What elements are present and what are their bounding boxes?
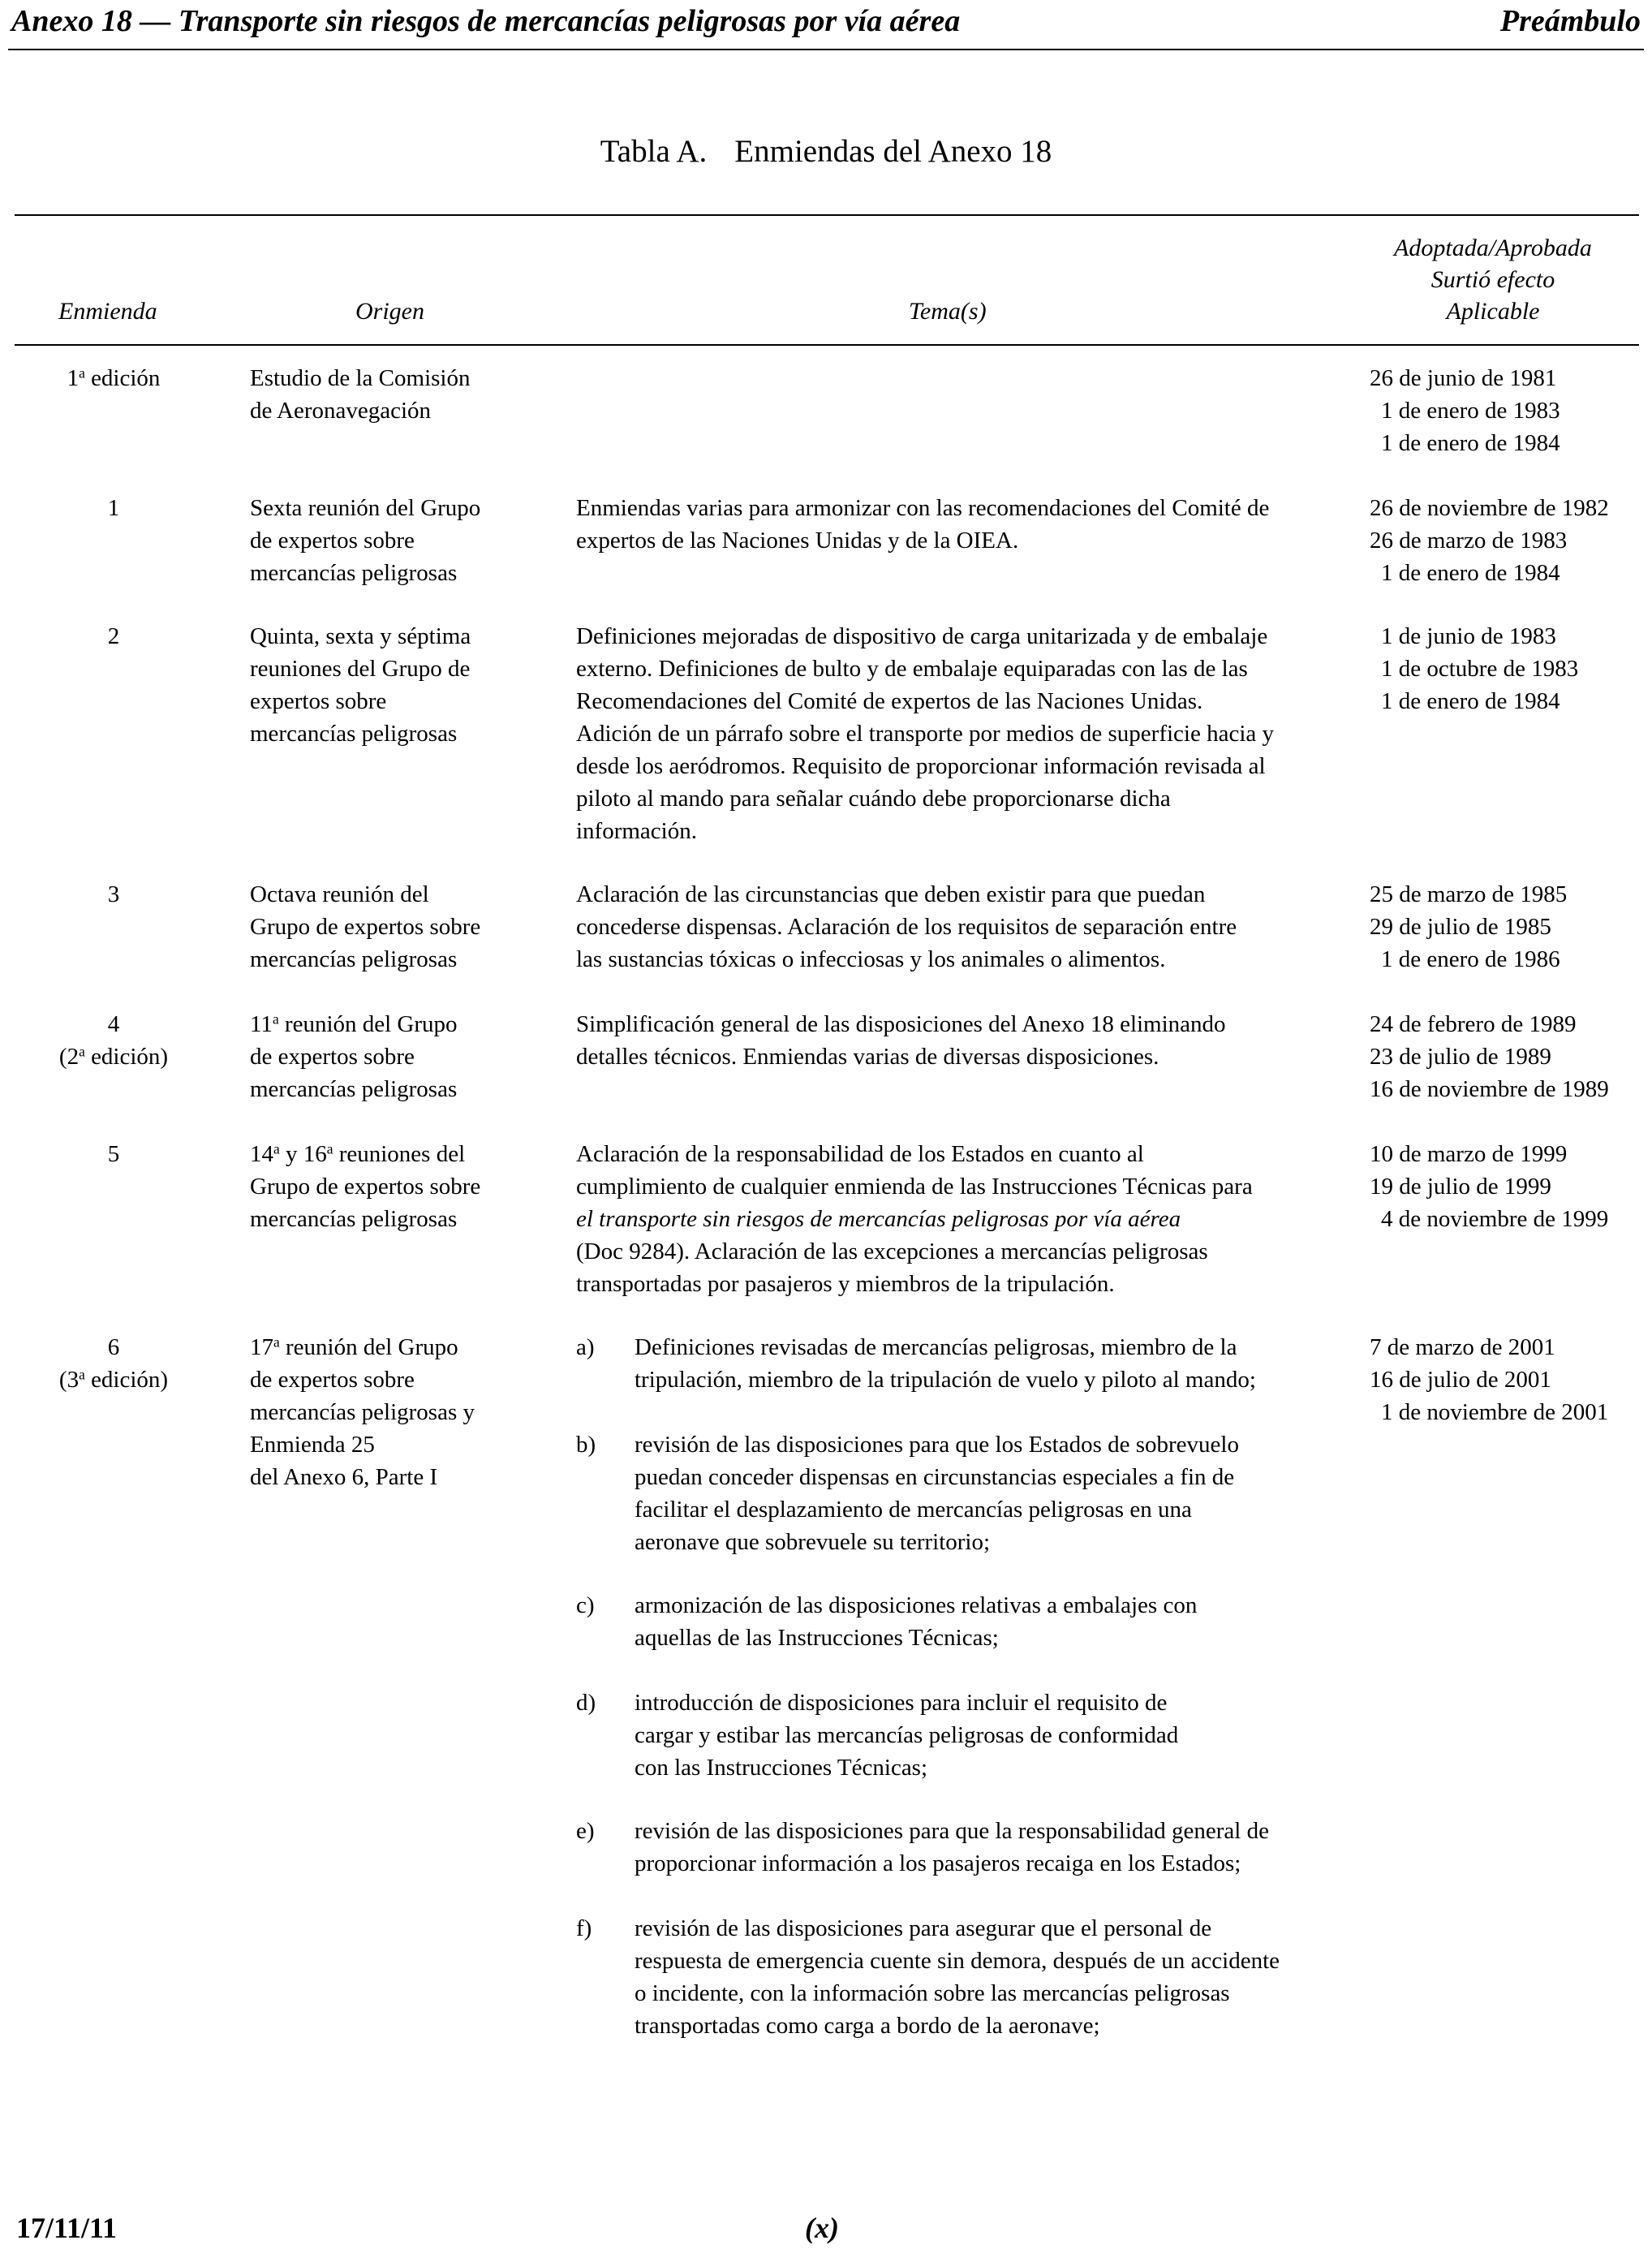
table-top-rule (15, 214, 1639, 216)
cell-line: información. (576, 818, 697, 844)
cell-line: (Doc 9284). Aclaración de las excepciones a mercancías peligrosas (576, 1239, 1208, 1264)
cell-line: cumplimiento de cualquier enmienda de las Instrucciones Técnicas para (576, 1174, 1253, 1200)
cell-enmienda (32, 878, 195, 911)
cell-line: facilitar el desplazamiento de mercancías peligrosas en una (635, 1497, 1192, 1523)
cell-fechas (1370, 362, 1646, 459)
cell-line: Aclaración de la responsabilidad de los Estados en cuanto al (576, 1141, 1144, 1167)
cell-line: Sexta reunión del Grupo (250, 495, 481, 521)
cell-line: Definiciones mejoradas de dispositivo de carga unitarizada y de embalaje (576, 623, 1268, 649)
cell-fechas (1370, 1331, 1646, 1428)
cell-line: aeronave que sobrevuele su territorio; (635, 1529, 991, 1555)
cell-line: concederse dispensas. Aclaración de los requisitos de separación entre (576, 914, 1237, 940)
cell-line: de expertos sobre (250, 528, 415, 554)
cell-line: del Anexo 6, Parte I (250, 1464, 438, 1490)
cell-line: las sustancias tóxicas o infecciosas y los animales o alimentos. (576, 946, 1166, 972)
cell-tema (576, 1008, 1339, 1073)
cell-line: 1 (107, 495, 120, 521)
list-item-label: f) (576, 1915, 592, 1941)
table-title (0, 133, 1652, 170)
cell-line: transportadas por pasajeros y miembros de la tripulación. (576, 1271, 1115, 1297)
cell-enmienda (32, 1331, 195, 1396)
cell-line: mercancías peligrosas (250, 1206, 458, 1232)
date-surtio-efecto: 1 de enero de 1983 (1381, 398, 1560, 424)
date-surtio-efecto: 23 de julio de 1989 (1370, 1044, 1551, 1070)
date-aplicable: 1 de enero de 1986 (1381, 946, 1560, 972)
cell-line: desde los aeródromos. Requisito de proporcionar información revisada al (576, 753, 1266, 779)
cell-line: mercancías peligrosas (250, 560, 458, 586)
cell-origen (250, 492, 542, 589)
date-aplicable: 4 de noviembre de 1999 (1381, 1206, 1609, 1232)
list-item-text (635, 1687, 1349, 1784)
cell-line: puedan conceder dispensas en circunstancias especiales a fin de (635, 1464, 1235, 1490)
cell-origen (250, 1138, 542, 1235)
column-header-tema: Tema(s) (909, 298, 987, 325)
cell-line: mercancías peligrosas (250, 721, 458, 747)
cell-origen (250, 1331, 542, 1493)
cell-line: externo. Definiciones de bulto y de embalaje equiparadas con las de las (576, 656, 1248, 682)
cell-line: detalles técnicos. Enmiendas varias de diversas disposiciones. (576, 1044, 1159, 1070)
list-item-label: a) (576, 1334, 595, 1360)
cell-line: Definiciones revisadas de mercancías peligrosas, miembro de la (635, 1334, 1237, 1360)
table-number: Tabla A. (600, 134, 708, 169)
date-aplicable: 16 de noviembre de 1989 (1370, 1076, 1609, 1102)
cell-line: expertos sobre (250, 688, 387, 714)
cell-tema (576, 878, 1339, 976)
cell-line: de expertos sobre (250, 1367, 415, 1393)
cell-origen (250, 1008, 542, 1105)
cell-fechas (1370, 878, 1646, 976)
cell-line: Estudio de la Comisión (250, 365, 471, 391)
date-aplicable: 1 de enero de 1984 (1381, 688, 1560, 714)
cell-line: piloto al mando para señalar cuándo debe proporcionarse dicha (576, 786, 1171, 812)
cell-fechas (1370, 492, 1646, 589)
footer-page-number: (x) (805, 2212, 839, 2244)
cell-tema (576, 492, 1339, 557)
cell-line: Simplificación general de las disposiciones del Anexo 18 eliminando (576, 1011, 1226, 1037)
list-item-text (635, 1815, 1349, 1880)
date-surtio-efecto: 16 de julio de 2001 (1370, 1367, 1551, 1393)
cell-line: respuesta de emergencia cuente sin demora, después de un accidente (635, 1948, 1280, 1974)
date-aplicable: 1 de enero de 1984 (1381, 430, 1560, 456)
footer-date: 17/11/11 (16, 2212, 118, 2244)
cell-line: de Aeronavegación (250, 398, 432, 424)
header-adoptada: Adoptada/Aprobada (1394, 235, 1592, 261)
cell-line: mercancías peligrosas (250, 946, 458, 972)
cell-line: proporcionar información a los pasajeros recaiga en los Estados; (635, 1850, 1241, 1876)
date-adoptada: 26 de noviembre de 1982 (1370, 495, 1609, 521)
date-aplicable: 1 de enero de 1984 (1381, 560, 1560, 586)
list-item-text (635, 1331, 1349, 1396)
list-item-text (635, 1428, 1349, 1558)
cell-fechas (1370, 1138, 1646, 1235)
cell-origen (250, 620, 542, 750)
cell-line: Enmienda 25 (250, 1432, 375, 1458)
table-title-text: Enmiendas del Anexo 18 (734, 134, 1052, 169)
list-item-label: d) (576, 1690, 596, 1716)
cell-line: con las Instrucciones Técnicas; (635, 1755, 928, 1781)
cell-line: (3$^a$ edición) (58, 1366, 169, 1393)
cell-line: armonización de las disposiciones relativas a embalajes con (635, 1592, 1198, 1618)
cell-line: 3 (107, 881, 120, 907)
date-adoptada: 10 de marzo de 1999 (1370, 1141, 1568, 1167)
cell-line: 2 (107, 623, 120, 649)
cell-line: 11$^a$ reunión del Grupo (250, 1010, 458, 1037)
cell-line: Recomendaciones del Comité de expertos de las Naciones Unidas. (576, 688, 1203, 714)
cell-enmienda (32, 362, 195, 394)
cell-line: Aclaración de las circunstancias que deben existir para que puedan (576, 881, 1206, 907)
cell-fechas (1370, 1008, 1646, 1105)
cell-line: 5 (107, 1141, 120, 1167)
column-header-enmienda: Enmienda (58, 298, 157, 325)
cell-line: 1$^a$ edición (67, 364, 161, 391)
cell-enmienda (32, 1138, 195, 1170)
cell-enmienda (32, 492, 195, 524)
cell-fechas (1370, 620, 1646, 717)
date-surtio-efecto: 26 de marzo de 1983 (1370, 528, 1568, 554)
cell-enmienda (32, 1008, 195, 1073)
cell-line: transportadas como carga a bordo de la aeronave; (635, 2013, 1100, 2039)
column-header-fechas (1371, 232, 1615, 327)
cell-origen (250, 878, 542, 976)
cell-line: el transporte sin riesgos de mercancías peligrosas por vía aérea (576, 1206, 1181, 1232)
cell-line: o incidente, con la información sobre las mercancías peligrosas (635, 1980, 1230, 2006)
cell-line: (2$^a$ edición) (58, 1043, 169, 1070)
cell-line: 4 (107, 1011, 120, 1037)
cell-line: de expertos sobre (250, 1044, 415, 1070)
column-header-origen: Origen (355, 298, 424, 325)
cell-line: Enmiendas varias para armonizar con las recomendaciones del Comité de (576, 495, 1270, 521)
table-header-rule (15, 344, 1639, 346)
cell-line: mercancías peligrosas (250, 1076, 458, 1102)
cell-enmienda (32, 620, 195, 653)
cell-line: Adición de un párrafo sobre el transporte por medios de superficie hacia y (576, 721, 1275, 747)
running-head-title: Anexo 18 — Transporte sin riesgos de mercancías peligrosas por vía aérea (11, 4, 961, 38)
list-item-text (635, 1912, 1349, 2042)
date-adoptada: 26 de junio de 1981 (1370, 365, 1557, 391)
cell-line: aquellas de las Instrucciones Técnicas; (635, 1625, 999, 1651)
cell-line: revisión de las disposiciones para que la responsabilidad general de (635, 1818, 1269, 1844)
header-divider (8, 49, 1644, 50)
header-surtio-efecto: Surtió efecto (1430, 266, 1555, 293)
date-surtio-efecto: 1 de octubre de 1983 (1381, 656, 1579, 682)
cell-line: reuniones del Grupo de (250, 656, 471, 682)
cell-line: 6 (107, 1334, 120, 1360)
cell-line: mercancías peligrosas y (250, 1399, 475, 1425)
date-adoptada: 24 de febrero de 1989 (1370, 1011, 1577, 1037)
cell-line: revisión de las disposiciones para asegurar que el personal de (635, 1915, 1212, 1941)
list-item-label: e) (576, 1818, 595, 1844)
cell-line: revisión de las disposiciones para que los Estados de sobrevuelo (635, 1432, 1239, 1458)
date-surtio-efecto: 19 de julio de 1999 (1370, 1174, 1551, 1200)
cell-origen (250, 362, 542, 427)
list-item-text (635, 1589, 1349, 1654)
cell-tema (576, 1138, 1339, 1300)
date-aplicable: 1 de noviembre de 2001 (1381, 1399, 1609, 1425)
cell-line: introducción de disposiciones para incluir el requisito de (635, 1690, 1168, 1716)
cell-line: Grupo de expertos sobre (250, 1174, 481, 1200)
cell-line: 14$^a$ y 16$^a$ reuniones del (250, 1140, 466, 1167)
cell-tema (576, 620, 1339, 847)
cell-line: Grupo de expertos sobre (250, 914, 481, 940)
cell-line: cargar y estibar las mercancías peligrosas de conformidad (635, 1722, 1179, 1748)
cell-line: tripulación, miembro de la tripulación de vuelo y piloto al mando; (635, 1367, 1256, 1393)
cell-line: expertos de las Naciones Unidas y de la OIEA. (576, 528, 1019, 554)
list-item-label: c) (576, 1592, 595, 1618)
date-adoptada: 25 de marzo de 1985 (1370, 881, 1568, 907)
header-aplicable: Aplicable (1446, 298, 1540, 325)
running-head (11, 0, 1641, 42)
date-surtio-efecto: 29 de julio de 1985 (1370, 914, 1551, 940)
date-adoptada: 7 de marzo de 2001 (1370, 1334, 1555, 1360)
cell-line: Octava reunión del (250, 881, 429, 907)
cell-line: 17$^a$ reunión del Grupo (250, 1333, 458, 1360)
running-head-section: Preámbulo (1499, 4, 1641, 38)
list-item-label: b) (576, 1432, 596, 1458)
date-adoptada: 1 de junio de 1983 (1381, 623, 1556, 649)
cell-line: Quinta, sexta y séptima (250, 623, 471, 649)
